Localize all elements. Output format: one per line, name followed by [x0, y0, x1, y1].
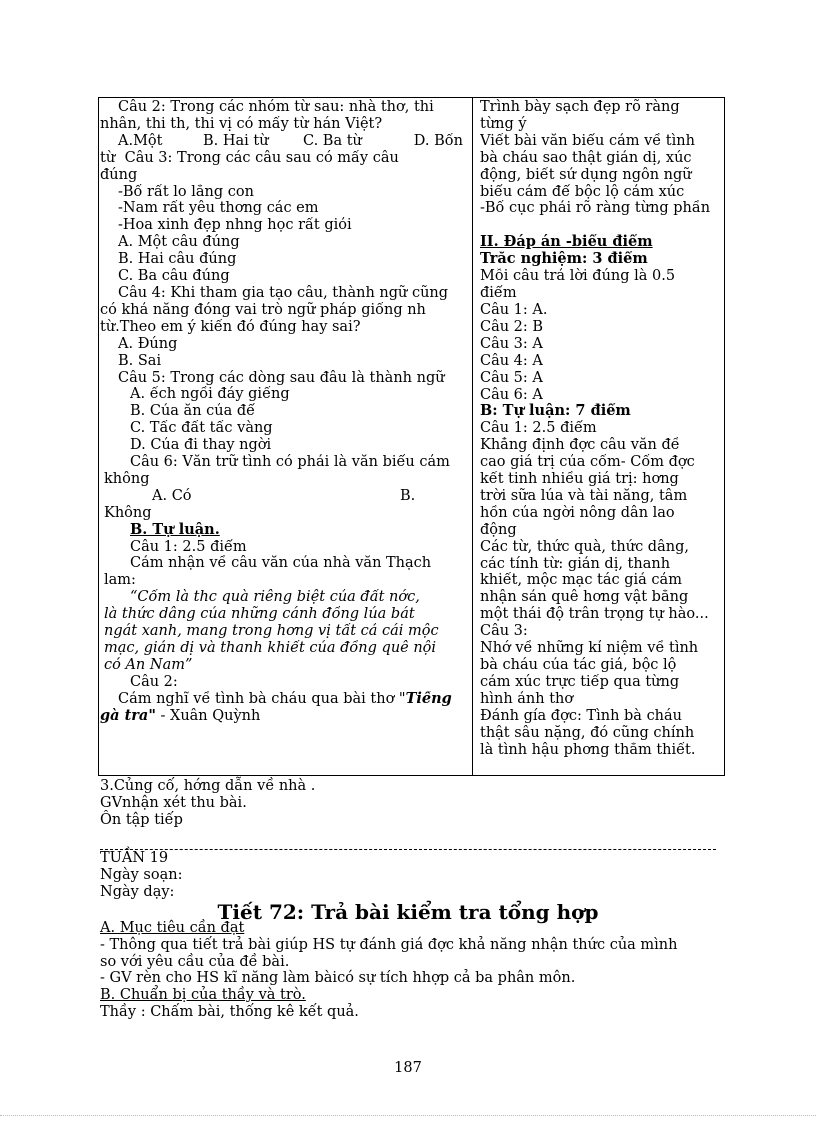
- q4-line1: Câu 4: Khi tham gia tạo câu, thành ngữ cũng: [118, 284, 449, 301]
- essay-answer-3-line-6: thật sâu nặng, đó cũng chính: [480, 724, 695, 741]
- spacer: [480, 217, 718, 234]
- objectives-line-1: - Thông qua tiết trả bài giúp HS tự đánh giá đợc khả năng nhận thức của mình: [100, 936, 678, 953]
- q3-option-b: B. Hai câu đúng: [118, 251, 237, 268]
- essay-answer-3-line-1: Nhớ về những kỉ niệm về tình: [480, 640, 699, 657]
- q6-option-a: A. Có: [152, 487, 192, 504]
- criteria-line-2: từng ý: [480, 115, 527, 132]
- criteria-line-5: động, biết sử dụng ngôn ngữ: [480, 166, 692, 183]
- preparation-heading: B. Chuẩn bị của thầy và trò.: [100, 987, 306, 1004]
- essay-q1: Câu 1: 2.5 điểm: [130, 538, 247, 555]
- q6-line1: Câu 6: Văn trữ tình có phải là văn biểu cảm: [130, 454, 450, 471]
- section-b-heading: B. Tự luận.: [130, 521, 220, 538]
- q6-line2: không: [104, 470, 150, 487]
- q4-line3: từ.Theo em ý kiến đó đúng hay sai?: [100, 318, 361, 335]
- q2-option-b: B. Hai từ: [203, 132, 269, 149]
- q5-option-b: B. Của ăn của để: [130, 403, 256, 420]
- essay-q1-line2: lam:: [104, 572, 136, 589]
- q5-option-c: C. Tấc đất tấc vàng: [130, 420, 273, 437]
- objectives-line-3: - GV rèn cho HS kĩ năng làm bàicó sự tích hhợp cả ba phân môn.: [100, 970, 576, 987]
- essay-answer-1-line-9: khiết, mộc mạc tác giả cảm: [480, 572, 682, 589]
- q2-option-a: A.Một: [118, 132, 163, 149]
- essay-q2: Câu 2:: [130, 673, 178, 690]
- essay-answer-1-line-10: nhận sản quê hơng vật bằng: [480, 589, 689, 606]
- table-left-column: [100, 99, 466, 725]
- consolidation-line: 3.Củng cố, hớng dẫn về nhà .: [100, 778, 316, 794]
- q6-option-b-text: Không: [104, 504, 152, 521]
- q3-sentence-1: -Bố rất lo lắng con: [118, 183, 254, 200]
- essay-q1-line1: Cảm nhận về câu văn của nhà văn Thạch: [130, 555, 432, 572]
- review-line: Ôn tập tiếp: [100, 811, 183, 828]
- q5-line1: Câu 5: Trong các dòng sau đâu là thành ngữ: [118, 369, 445, 386]
- essay-answer-1-line-7: Các từ, thức quà, thức dâng,: [480, 538, 689, 555]
- lesson-title: Tiết 72: Trả bài kiểm tra tổng hợp: [217, 900, 599, 924]
- answer-key-heading: II. Đáp án -biểu điểm: [480, 234, 653, 251]
- answer-2: Câu 2: B: [480, 318, 544, 335]
- essay-answer-1-line-3: kết tinh nhiều giá trị: hơng: [480, 471, 679, 488]
- after-table-notes: [100, 778, 720, 828]
- essay-answer-3: Câu 3:: [480, 623, 528, 640]
- table-right-column: [480, 99, 718, 758]
- answer-5: Câu 5: A: [480, 369, 543, 386]
- teach-date-label: Ngày dạy:: [100, 883, 175, 900]
- criteria-line-1: Trình bày sạch đẹp rõ ràng: [480, 99, 680, 115]
- q4-option-a: A. Đúng: [118, 335, 178, 352]
- essay-answer-1: Câu 1: 2.5 điểm: [480, 420, 597, 437]
- q2-option-d: D. Bốn: [413, 132, 463, 149]
- essay-q2-line1: Cảm nghĩ về tình bà cháu qua bài thơ "Tiếng: [118, 690, 452, 707]
- essay-answer-3-line-2: bà cháu của tác giả, bộc lộ: [480, 657, 677, 673]
- essay-answer-1-line-6: động: [480, 521, 517, 538]
- essay-answer-3-line-7: là tình hậu phơng thắm thiết.: [480, 741, 696, 758]
- multiple-choice-rule-1: Mỗi câu trả lời đúng là 0.5: [480, 268, 676, 285]
- multiple-choice-rule-2: điểm: [480, 285, 517, 302]
- essay-answer-1-line-11: một thái độ trân trọng tự hào...: [480, 606, 709, 623]
- essay-answer-1-line-1: Khẳng định đợc câu văn đề: [480, 437, 680, 454]
- essay-answer-3-line-4: hình ảnh thơ: [480, 690, 574, 707]
- objectives-section: [100, 920, 720, 1021]
- essay-answer-1-line-2: cao giá trị của cốm- Cốm đợc: [480, 454, 695, 471]
- objectives-line-2: so với yêu cầu của đề bài.: [100, 953, 290, 970]
- q4-option-b: B. Sai: [118, 352, 162, 369]
- q3-sentence-3: -Hoa xinh đẹp nhng học rất giỏi: [118, 217, 352, 234]
- quote-line-3: ngát xanh, mang trong hơng vị tất cả cái mộc: [104, 623, 439, 640]
- week-label: TUẦN 19: [100, 850, 169, 866]
- quote-line-2: là thức dâng của những cánh đồng lúa bát: [104, 606, 415, 623]
- q3-line2: đúng: [100, 166, 138, 183]
- q2-option-c: C. Ba từ: [303, 132, 362, 149]
- quote-line-4: mạc, giản dị và thanh khiết của đồng quê nội: [104, 640, 437, 656]
- q5-option-a: A. ếch ngồi đáy giếng: [130, 386, 290, 403]
- page-number: 187: [394, 1060, 422, 1076]
- q2-options: [100, 133, 466, 150]
- quote-line-5: cỏ An Nam”: [104, 656, 193, 673]
- bottom-dotted-rule: [0, 1115, 816, 1116]
- table-column-divider: [472, 97, 473, 776]
- essay-answer-1-line-8: các tính từ: giản dị, thanh: [480, 555, 671, 572]
- essay-answer-1-line-5: hồn của ngời nông dân lao: [480, 504, 675, 521]
- essay-q2-line2: gà tra" - Xuân Quỳnh: [100, 707, 261, 724]
- prep-date-label: Ngày soạn:: [100, 866, 183, 883]
- teacher-remark-line: GVnhận xét thu bài.: [100, 794, 247, 811]
- quote-line-1: “Cốm là thc quà riêng biệt của đất nớc,: [130, 589, 420, 606]
- criteria-line-4: bà cháu sao thật giản dị, xúc: [480, 149, 692, 166]
- essay-answer-3-line-5: Đánh gía đợc: Tình bà cháu: [480, 707, 683, 724]
- q2-line1: Câu 2: Trong các nhóm từ sau: nhà thơ, thi: [118, 99, 434, 115]
- answer-1: Câu 1: A.: [480, 301, 548, 318]
- q6-options: [100, 488, 466, 505]
- multiple-choice-heading: Trắc nghiệm: 3 điểm: [480, 251, 648, 268]
- answer-6: Câu 6: A: [480, 386, 543, 403]
- criteria-line-3: Viết bài văn biểu cảm về tình: [480, 132, 695, 149]
- essay-answer-1-line-4: trời sữa lúa và tài năng, tâm: [480, 487, 688, 504]
- preparation-line-1: Thầy : Chấm bài, thống kê kết quả.: [100, 1003, 359, 1020]
- q3-sentence-2: -Nam rất yêu thơng các em: [118, 200, 319, 217]
- answer-4: Câu 4: A: [480, 352, 543, 369]
- q3-option-a: A. Một câu đúng: [118, 234, 240, 251]
- q2-line2: nhân, thi th, thi vị có mấy từ hán Việt?: [100, 115, 383, 132]
- criteria-line-7: -Bố cục phải rõ ràng từng phần: [480, 200, 711, 217]
- criteria-line-6: biểu cảm để bộc lộ cảm xúc: [480, 183, 685, 200]
- q6-option-b: B.: [400, 487, 416, 504]
- essay-answer-3-line-3: cảm xúc trực tiếp qua từng: [480, 673, 680, 690]
- q3-option-c: C. Ba câu đúng: [118, 268, 230, 285]
- week-block: [100, 850, 720, 900]
- q3-line1: từ Câu 3: Trong các câu sau có mấy câu: [100, 149, 399, 166]
- objectives-heading: A. Mục tiêu cần đạt: [100, 920, 245, 936]
- q5-option-d: D. Của đi thay ngời: [130, 437, 272, 454]
- q4-line2: có khả năng đóng vai trò ngữ pháp giống nh: [100, 301, 426, 318]
- answer-3: Câu 3: A: [480, 335, 543, 352]
- essay-heading: B: Tự luận: 7 điểm: [480, 403, 631, 420]
